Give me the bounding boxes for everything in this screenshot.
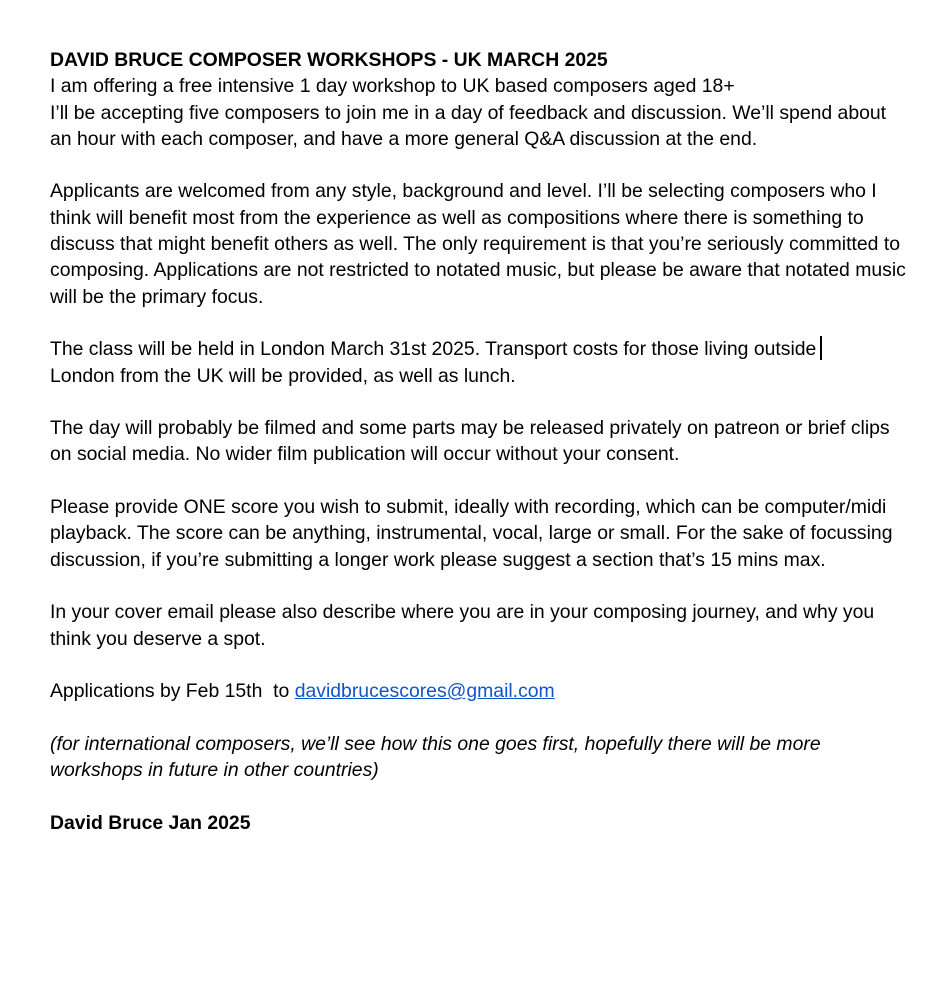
paragraph-spacer	[50, 573, 910, 599]
paragraph-spacer	[50, 310, 910, 336]
applications-line	[50, 678, 910, 704]
class-paragraph-line2: London from the UK will be provided, as well as lunch.	[50, 364, 516, 387]
email-link[interactable]: davidbrucescores@gmail.com	[294, 680, 555, 703]
applicants-paragraph: Applicants are welcomed from any style, background and level. I’ll be selecting composers who I think will benefit most from the experience as well as compositions where there is something to discuss that might benefit others as well. The only requirement is that you’re seriously committed to composing. Applications are not restricted to notated music, but please be aware that notated music will be the primary focus.	[50, 180, 906, 308]
class-paragraph-line1: The class will be held in London March 31st 2025. Transport costs for those living outside	[50, 338, 817, 361]
paragraph-spacer	[50, 652, 910, 678]
document-title: DAVID BRUCE COMPOSER WORKSHOPS - UK MARCH 2025	[50, 49, 608, 71]
international-note: (for international composers, we’ll see how this one goes first, hopefully there will be more workshops in future in other countries)	[50, 732, 821, 782]
paragraph-spacer	[50, 152, 910, 178]
intro-line-2: I’ll be accepting five composers to join me in a day of feedback and discussion. We’ll spend about an hour with each composer, and have a more general Q&A discussion at the end.	[50, 101, 887, 150]
score-paragraph: Please provide ONE score you wish to submit, ideally with recording, which can be computer/midi playback. The score can be anything, instrumental, vocal, large or small. For the sake of focussing discussion, if you’re submitting a longer work please suggest a section that’s 15 mins max.	[50, 496, 893, 571]
cover-email-paragraph: In your cover email please also describe where you are in your composing journey, and why you think you deserve a spot.	[50, 601, 875, 650]
paragraph-spacer	[50, 783, 910, 809]
signature: David Bruce Jan 2025	[50, 811, 251, 834]
applications-deadline-text: Applications by Feb 15th to	[50, 680, 295, 703]
text-cursor	[820, 336, 822, 360]
paragraph-spacer	[50, 704, 910, 730]
intro-line-1: I am offering a free intensive 1 day workshop to UK based composers aged 18+	[50, 75, 735, 98]
paragraph-spacer	[50, 468, 910, 494]
class-paragraph	[50, 336, 910, 389]
paragraph-spacer	[50, 389, 910, 415]
filming-paragraph: The day will probably be filmed and some parts may be released privately on patreon or brief clips on social media. No wider film publication will occur without your consent.	[50, 417, 890, 466]
document-body	[50, 47, 910, 836]
